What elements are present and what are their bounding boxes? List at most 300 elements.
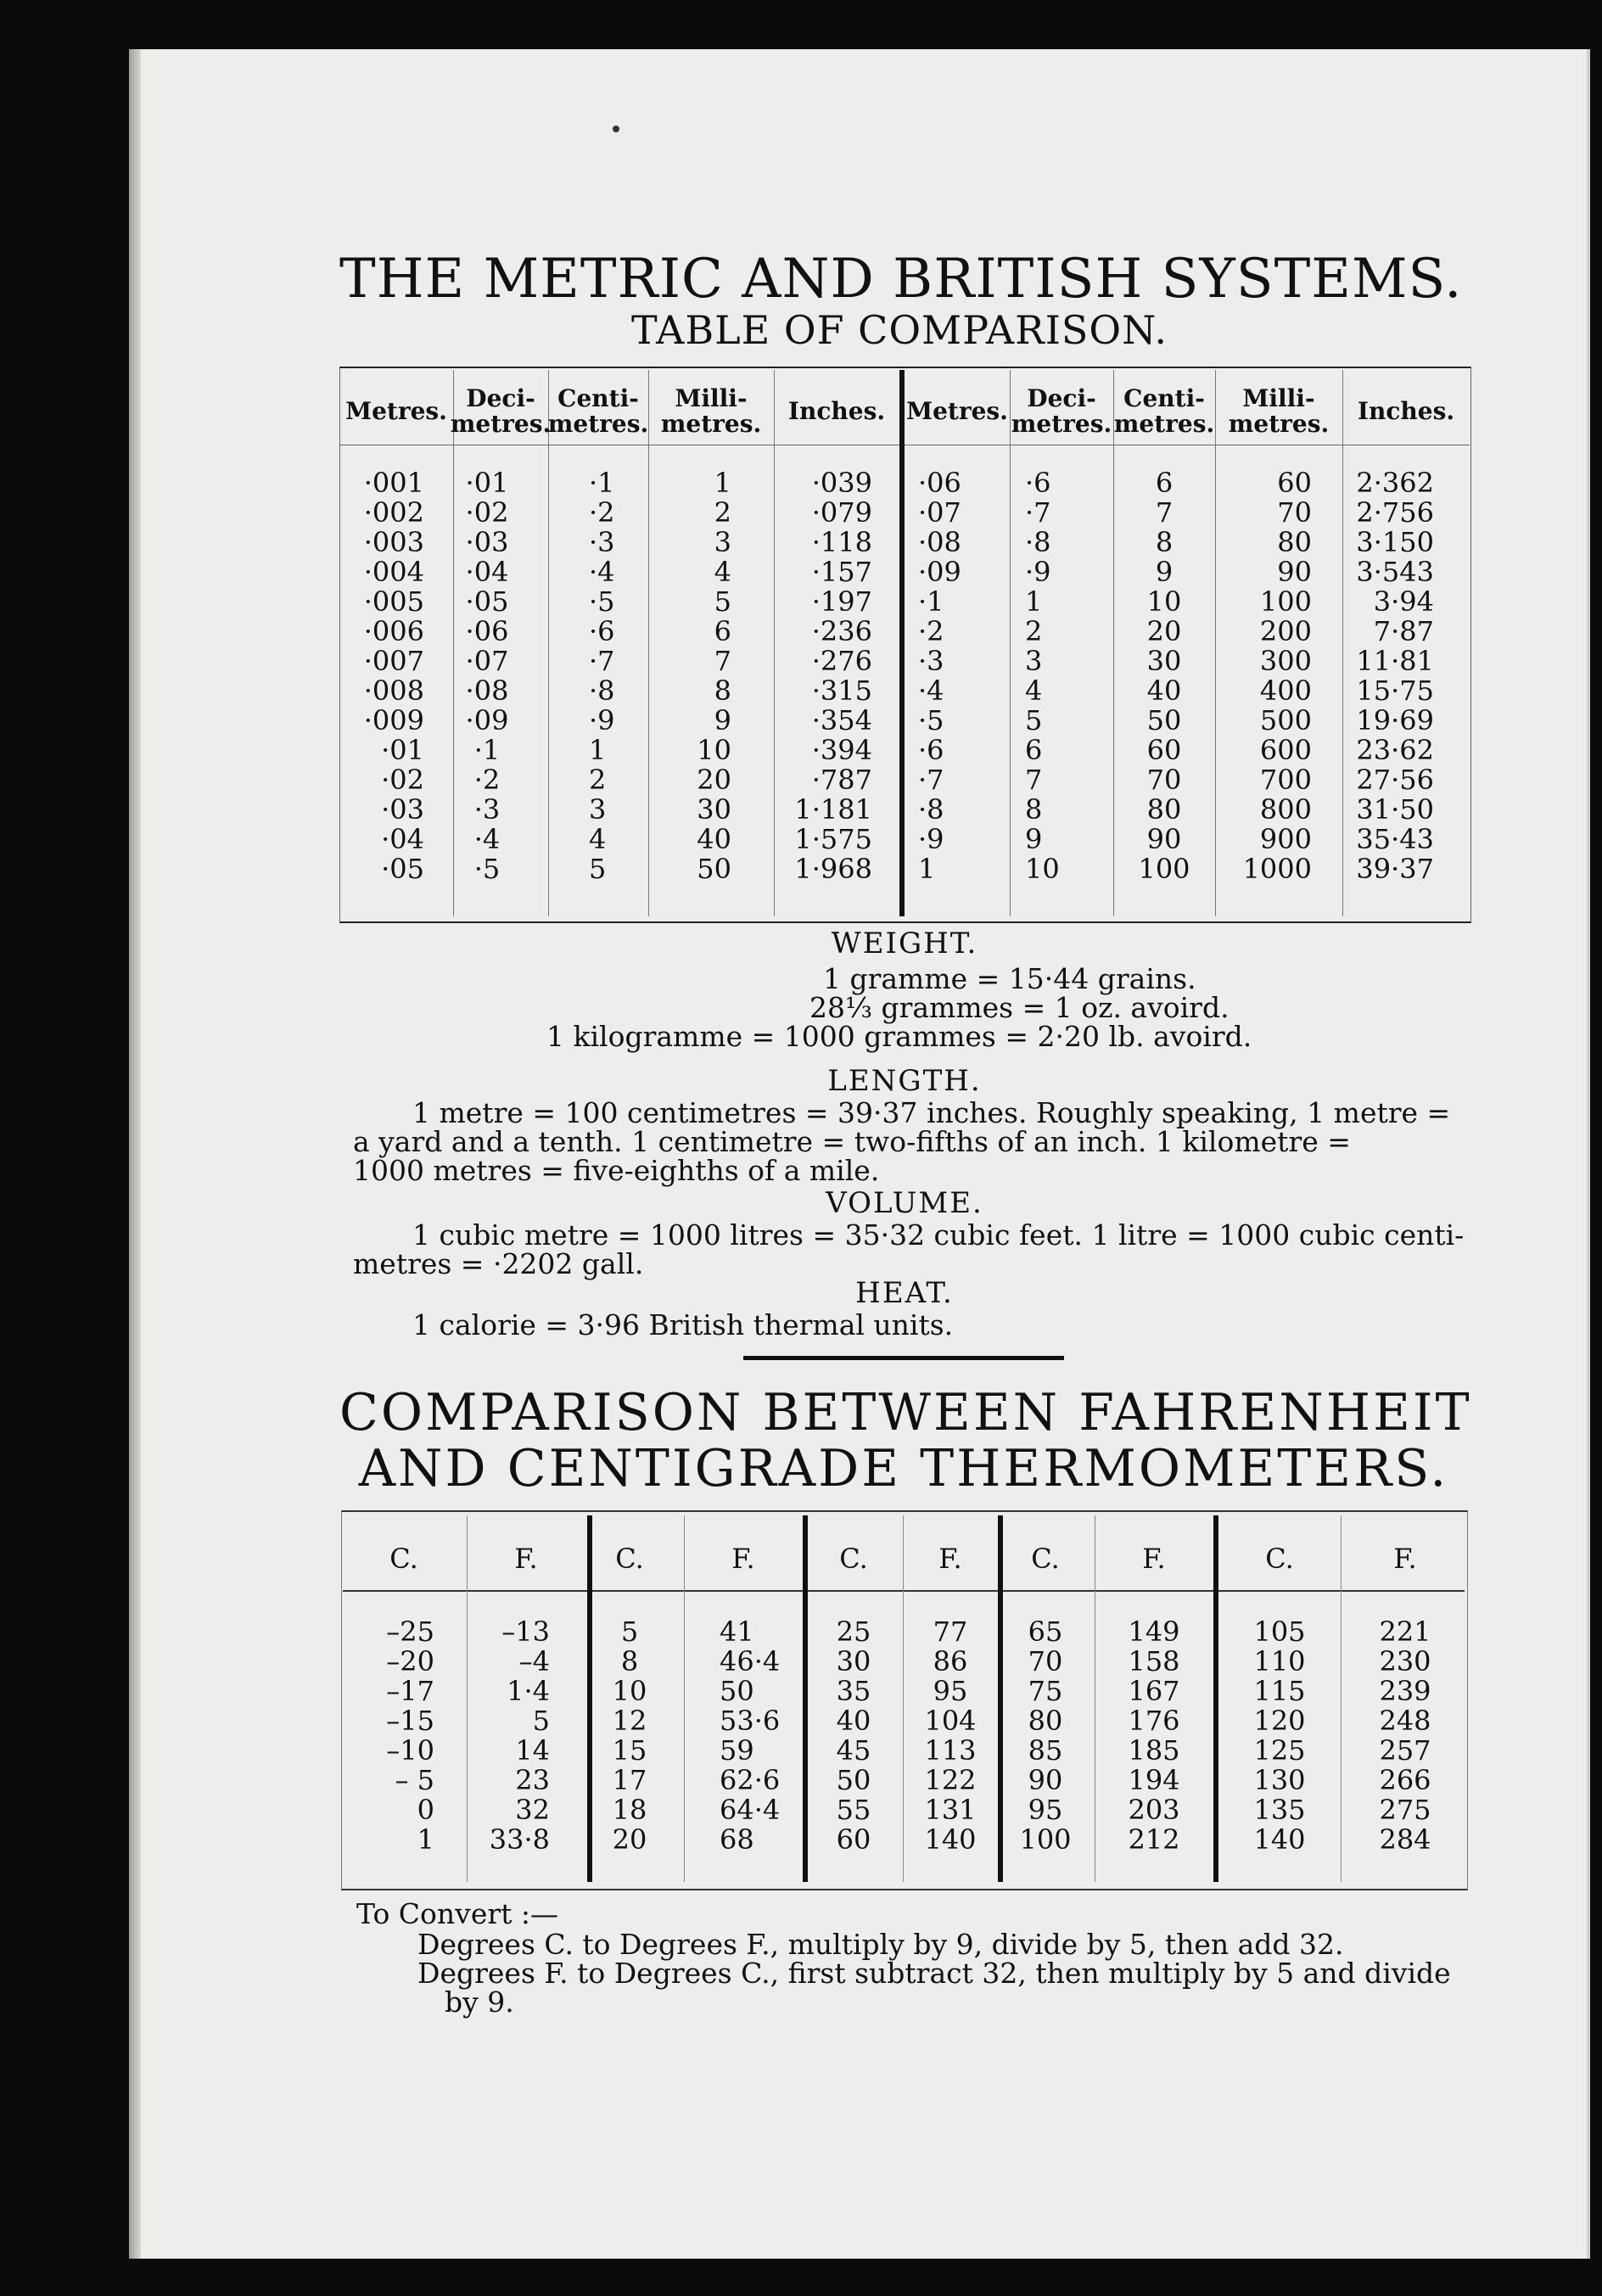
header-decimetres-right-l1: Deci- [1027, 384, 1096, 412]
table-cell: ·276 [811, 645, 872, 677]
page-binding-edge [129, 49, 141, 2259]
table-cell: 4 [589, 823, 607, 855]
table-cell: ·079 [811, 496, 872, 529]
table-cell: 10 [1025, 853, 1060, 885]
table-cell: 1·181 [794, 793, 872, 826]
table-cell: ·1 [918, 585, 944, 618]
table-cell: ·118 [811, 526, 872, 558]
header-celsius: C. [389, 1543, 418, 1575]
table-cell: ·07 [465, 645, 509, 677]
col-centimetres-left [589, 468, 640, 884]
table-cell: 70 [1028, 1645, 1063, 1677]
table-cell: ·007 [363, 645, 424, 677]
table-cell: 3·543 [1356, 556, 1434, 588]
table-cell: ·002 [363, 496, 424, 529]
table-cell: 5 [714, 585, 731, 618]
table-cell: 3 [1025, 645, 1043, 677]
table-cell: 12 [612, 1705, 647, 1737]
volume-heading: VOLUME. [826, 1186, 983, 1220]
temp-col-divider [684, 1515, 685, 1882]
length-line-2: a yard and a tenth. 1 centimetre = two-fifths of an inch. 1 kilometre = [353, 1125, 1351, 1158]
header-celsius: C. [615, 1543, 644, 1575]
table-cell: ·04 [465, 556, 509, 588]
table-cell: ·09 [465, 704, 509, 736]
table-cell: 70 [1277, 496, 1312, 529]
table-cell: 4 [1025, 675, 1043, 707]
table-cell: ·06 [465, 615, 509, 647]
table-cell: 2·756 [1356, 496, 1434, 529]
table-cell: ·4 [473, 823, 501, 855]
table-cell: 10 [612, 1675, 647, 1707]
header-inches-right: Inches. [1357, 397, 1455, 425]
table-cell: ·9 [918, 823, 944, 855]
volume-line-2: metres = ·2202 gall. [353, 1247, 644, 1280]
table-cell: 50 [697, 853, 731, 885]
table-cell: 8 [714, 675, 731, 707]
table-cell: 6 [1025, 734, 1043, 766]
table-cell: 39·37 [1356, 853, 1434, 885]
table-cell: 104 [924, 1705, 977, 1737]
col-decimetres-right [1025, 468, 1106, 884]
table-cell: ·5 [589, 585, 615, 618]
table-cell: ·3 [918, 645, 944, 677]
table-cell: 20 [697, 764, 731, 796]
fahrenheit-column [1363, 1617, 1448, 1855]
table-cell: 80 [1028, 1705, 1063, 1737]
metric-col-divider [1010, 370, 1011, 916]
temp-col-divider [467, 1515, 468, 1882]
table-cell: ·09 [918, 556, 961, 588]
table-cell: 8 [620, 1645, 639, 1677]
table-cell: 90 [1146, 823, 1182, 855]
table-cell: ·03 [381, 793, 424, 826]
table-cell: 7 [1155, 496, 1173, 529]
table-cell: 5 [1025, 704, 1043, 736]
table-cell: ·08 [465, 675, 509, 707]
table-cell: 1 [1025, 585, 1043, 618]
page-title: THE METRIC AND BRITISH SYSTEMS. [339, 248, 1463, 311]
page-subtitle: TABLE OF COMPARISON. [630, 307, 1168, 353]
temp-center-divider [803, 1515, 808, 1882]
table-cell: 60 [1277, 467, 1312, 499]
header-decimetres-l2: metres. [450, 410, 552, 438]
header-decimetres [450, 378, 552, 445]
celsius-column [356, 1617, 434, 1855]
table-cell: ·236 [811, 615, 872, 647]
table-cell: ·6 [918, 734, 944, 766]
table-cell: 110 [1253, 1645, 1306, 1677]
heat-heading: HEAT. [855, 1276, 954, 1310]
table-cell: 5 [532, 1705, 550, 1737]
table-cell: ·006 [363, 615, 424, 647]
table-cell: 23 [515, 1764, 550, 1796]
table-cell: –25 [386, 1616, 434, 1648]
table-cell: ·6 [1025, 467, 1051, 499]
table-cell: ·04 [381, 823, 424, 855]
fahrenheit-column [472, 1617, 550, 1855]
header-celsius: C. [1265, 1543, 1294, 1575]
table-cell: 50 [836, 1764, 871, 1796]
header-fahrenheit: F. [938, 1543, 962, 1575]
table-cell: 100 [1019, 1823, 1072, 1856]
table-cell: ·8 [918, 793, 944, 826]
table-cell: 5 [620, 1616, 639, 1648]
table-cell: 200 [1259, 615, 1312, 647]
table-cell: ·08 [918, 526, 961, 558]
table-cell: 5 [589, 853, 607, 885]
fahrenheit-column [1112, 1617, 1196, 1855]
metric-col-divider [648, 370, 649, 916]
table-cell: 17 [612, 1764, 647, 1796]
table-cell: ·039 [811, 467, 872, 499]
table-cell: 3·94 [1373, 585, 1434, 618]
header-decimetres-right-l2: metres. [1011, 410, 1112, 438]
table-cell: –13 [501, 1616, 550, 1648]
table-cell: 6 [1155, 467, 1173, 499]
volume-line-1: 1 cubic metre = 1000 litres = 35·32 cubic feet. 1 litre = 1000 cubic centi- [412, 1218, 1465, 1252]
table-cell: ·4 [918, 675, 944, 707]
table-cell: –17 [386, 1675, 434, 1707]
table-cell: 300 [1259, 645, 1312, 677]
col-centimetres-right [1113, 468, 1215, 884]
table-cell: –15 [386, 1705, 434, 1737]
convert-line-3: by 9. [445, 1985, 514, 2019]
table-cell: 70 [1146, 764, 1182, 796]
table-cell: 7 [714, 645, 731, 677]
header-millimetres-right [1215, 378, 1342, 445]
table-cell: 284 [1379, 1823, 1431, 1856]
table-cell: ·05 [381, 853, 424, 885]
header-celsius: C. [1031, 1543, 1060, 1575]
length-line-1: 1 metre = 100 centimetres = 39·37 inches. Roughly speaking, 1 metre = [412, 1096, 1451, 1129]
table-cell: 80 [1146, 793, 1182, 826]
header-centimetres-right-l2: metres. [1113, 410, 1215, 438]
weight-heading: WEIGHT. [831, 927, 978, 960]
table-cell: 221 [1379, 1616, 1431, 1648]
table-cell: 3 [589, 793, 607, 826]
table-cell: 20 [1146, 615, 1182, 647]
length-heading: LENGTH. [827, 1064, 982, 1098]
table-cell: 86 [933, 1645, 968, 1677]
header-centimetres-right-l1: Centi- [1123, 384, 1205, 412]
convert-line-1: Degrees C. to Degrees F., multiply by 9, divide by 5, then add 32. [417, 1928, 1344, 1961]
table-cell: 20 [612, 1823, 647, 1856]
fahrenheit-column [720, 1617, 796, 1855]
table-cell: 149 [1128, 1616, 1180, 1648]
table-cell: 2·362 [1356, 467, 1434, 499]
table-cell: 2 [1025, 615, 1043, 647]
table-cell: 239 [1379, 1675, 1431, 1707]
table-cell: ·008 [363, 675, 424, 707]
table-cell: ·009 [363, 704, 424, 736]
table-cell: ·315 [811, 675, 872, 707]
table-cell: ·03 [465, 526, 509, 558]
celsius-column [1237, 1617, 1322, 1855]
table-cell: 68 [720, 1823, 754, 1856]
table-cell: ·9 [1025, 556, 1051, 588]
temp-center-divider [1213, 1515, 1218, 1882]
table-cell: 35·43 [1356, 823, 1434, 855]
table-cell: 230 [1379, 1645, 1431, 1677]
table-cell: 30 [697, 793, 731, 826]
header-fahrenheit: F. [1393, 1543, 1417, 1575]
table-cell: ·01 [465, 467, 509, 499]
table-cell: ·5 [918, 704, 944, 736]
header-fahrenheit: F. [514, 1543, 538, 1575]
header-fahrenheit: F. [731, 1543, 755, 1575]
table-cell: 33·8 [489, 1823, 550, 1856]
table-cell: 7 [1025, 764, 1043, 796]
table-cell: 1·968 [794, 853, 872, 885]
header-millimetres-right-l2: metres. [1228, 410, 1330, 438]
table-cell: 125 [1253, 1734, 1306, 1767]
table-cell: 30 [836, 1645, 871, 1677]
temperature-header-rule [343, 1590, 1465, 1592]
table-cell: ·01 [381, 734, 424, 766]
table-cell: ·197 [811, 585, 872, 618]
table-cell: 9 [1025, 823, 1043, 855]
table-cell: 46·4 [720, 1645, 781, 1677]
table-cell: 1·575 [794, 823, 872, 855]
header-inches: Inches. [787, 397, 886, 425]
weight-line-3: 1 kilogramme = 1000 grammes = 2·20 lb. avoird. [546, 1020, 1252, 1053]
table-cell: 18 [612, 1794, 647, 1826]
table-cell: 60 [1146, 734, 1182, 766]
table-cell: 41 [720, 1616, 754, 1648]
table-cell: 275 [1379, 1794, 1431, 1826]
header-centimetres-l1: Centi- [557, 384, 639, 412]
table-cell: ·05 [465, 585, 509, 618]
table-cell: 3·150 [1356, 526, 1434, 558]
table-cell: 75 [1028, 1675, 1063, 1707]
table-cell: 45 [836, 1734, 871, 1767]
table-cell: 158 [1128, 1645, 1180, 1677]
table-cell: 266 [1379, 1764, 1431, 1796]
table-cell: 9 [714, 704, 731, 736]
table-cell: ·003 [363, 526, 424, 558]
table-cell: 9 [1155, 556, 1173, 588]
table-cell: ·004 [363, 556, 424, 588]
table-cell: 60 [836, 1823, 871, 1856]
table-cell: ·8 [1025, 526, 1051, 558]
table-cell: 40 [1146, 675, 1182, 707]
table-cell: –10 [386, 1734, 434, 1767]
header-millimetres-right-l1: Milli- [1242, 384, 1315, 412]
table-cell: 65 [1028, 1616, 1063, 1648]
table-cell: 130 [1253, 1764, 1306, 1796]
table-cell: 248 [1379, 1705, 1431, 1737]
table-cell: 23·62 [1356, 734, 1434, 766]
table-cell: 167 [1128, 1675, 1180, 1707]
celsius-column [811, 1617, 896, 1855]
table-cell: 0 [417, 1794, 434, 1826]
table-cell: 40 [836, 1705, 871, 1737]
table-cell: ·3 [473, 793, 501, 826]
header-centimetres-l2: metres. [547, 410, 649, 438]
table-cell: 11·81 [1356, 645, 1434, 677]
table-cell: 27·56 [1356, 764, 1434, 796]
table-cell: 176 [1128, 1705, 1180, 1737]
col-decimetres-left [453, 468, 521, 884]
table-cell: 90 [1277, 556, 1312, 588]
convert-heading: To Convert :— [356, 1897, 558, 1930]
table-cell: 19·69 [1356, 704, 1434, 736]
table-cell: ·354 [811, 704, 872, 736]
weight-line-1: 1 gramme = 15·44 grains. [823, 962, 1196, 995]
table-cell: 120 [1253, 1705, 1306, 1737]
col-inches-right [1342, 468, 1434, 884]
table-cell: ·1 [473, 734, 501, 766]
table-cell: 14 [515, 1734, 550, 1767]
table-cell: 115 [1253, 1675, 1306, 1707]
table-cell: ·02 [381, 764, 424, 796]
table-cell: 113 [924, 1734, 977, 1767]
table-cell: 212 [1128, 1823, 1180, 1856]
length-line-3: 1000 metres = five-eighths of a mile. [353, 1154, 880, 1187]
table-cell: 100 [1259, 585, 1312, 618]
metric-center-divider [899, 370, 905, 916]
header-decimetres-right [1010, 378, 1113, 445]
table-cell: 31·50 [1356, 793, 1434, 826]
table-cell: –20 [386, 1645, 434, 1677]
table-cell: 95 [933, 1675, 968, 1707]
table-cell: 140 [1253, 1823, 1306, 1856]
table-cell: 105 [1253, 1616, 1306, 1648]
table-cell: 185 [1128, 1734, 1180, 1767]
table-cell: 1 [714, 467, 731, 499]
table-cell: 59 [720, 1734, 754, 1767]
header-millimetres-l2: metres. [660, 410, 762, 438]
table-cell: ·2 [918, 615, 944, 647]
section-divider-rule [743, 1356, 1064, 1360]
table-cell: 15·75 [1356, 675, 1434, 707]
table-cell: 30 [1146, 645, 1182, 677]
table-cell: ·3 [589, 526, 615, 558]
table-cell: ·2 [473, 764, 501, 796]
fahrenheit-column [908, 1617, 993, 1855]
header-metres-right: Metres. [906, 397, 1008, 425]
table-cell: ·787 [811, 764, 872, 796]
table-cell: 3 [714, 526, 731, 558]
heat-line-1: 1 calorie = 3·96 British thermal units. [412, 1308, 954, 1341]
table-cell: ·7 [589, 645, 615, 677]
temp-col-divider [1341, 1515, 1342, 1882]
table-cell: 2 [714, 496, 731, 529]
table-cell: ·157 [811, 556, 872, 588]
col-inches-left [774, 468, 872, 884]
col-millimetres-right [1215, 468, 1312, 884]
table-cell: 53·6 [720, 1705, 781, 1737]
header-millimetres-l1: Milli- [675, 384, 748, 412]
table-cell: ·8 [589, 675, 615, 707]
temp-col-divider [903, 1515, 904, 1882]
table-cell: 50 [720, 1675, 754, 1707]
col-millimetres-left [670, 468, 731, 884]
table-cell: ·9 [589, 704, 615, 736]
table-cell: 25 [836, 1616, 871, 1648]
metric-col-divider [548, 370, 549, 916]
table-cell: 1000 [1242, 853, 1312, 885]
col-metres-right [918, 468, 1003, 884]
table-cell: 55 [836, 1794, 871, 1826]
table-cell: 35 [836, 1675, 871, 1707]
table-cell: 64·4 [720, 1794, 781, 1826]
weight-line-2: 28⅓ grammes = 1 oz. avoird. [809, 991, 1230, 1024]
header-metres: Metres. [345, 397, 447, 425]
table-cell: 1 [589, 734, 607, 766]
table-cell: 77 [933, 1616, 968, 1648]
table-cell: 50 [1146, 704, 1182, 736]
ink-speck [613, 126, 619, 132]
table-cell: –4 [518, 1645, 550, 1677]
table-cell: ·7 [1025, 496, 1051, 529]
header-decimetres-l1: Deci- [466, 384, 535, 412]
col-metres-left [339, 468, 424, 884]
table-cell: 203 [1128, 1794, 1180, 1826]
table-cell: 7·87 [1373, 615, 1434, 647]
table-cell: 85 [1028, 1734, 1063, 1767]
table-cell: ·005 [363, 585, 424, 618]
table-cell: 800 [1259, 793, 1312, 826]
header-centimetres [548, 378, 648, 445]
table-cell: – 5 [395, 1764, 434, 1796]
table-cell: ·06 [918, 467, 961, 499]
table-cell: 95 [1028, 1794, 1063, 1826]
table-cell: ·394 [811, 734, 872, 766]
table-cell: 135 [1253, 1794, 1306, 1826]
thermometer-title-line-1: COMPARISON BETWEEN FAHRENHEIT [339, 1383, 1472, 1442]
table-cell: 194 [1128, 1764, 1180, 1796]
table-cell: ·4 [589, 556, 615, 588]
table-cell: 90 [1028, 1764, 1063, 1796]
table-cell: ·001 [363, 467, 424, 499]
header-millimetres [648, 378, 774, 445]
table-cell: 1·4 [507, 1675, 550, 1707]
table-cell: 32 [515, 1794, 550, 1826]
table-cell: 140 [924, 1823, 977, 1856]
table-cell: 400 [1259, 675, 1312, 707]
table-cell: 40 [697, 823, 731, 855]
table-cell: ·07 [918, 496, 961, 529]
header-celsius: C. [839, 1543, 868, 1575]
header-centimetres-right [1113, 378, 1215, 445]
table-cell: 900 [1259, 823, 1312, 855]
table-cell: 62·6 [720, 1764, 781, 1796]
table-cell: 10 [697, 734, 731, 766]
table-cell: 6 [714, 615, 731, 647]
thermometer-title-line-2: AND CENTIGRADE THERMOMETERS. [358, 1439, 1449, 1498]
table-cell: 10 [1146, 585, 1182, 618]
table-cell: ·7 [918, 764, 944, 796]
celsius-column [587, 1617, 672, 1855]
header-fahrenheit: F. [1142, 1543, 1166, 1575]
table-cell: 600 [1259, 734, 1312, 766]
table-cell: ·6 [589, 615, 615, 647]
table-cell: 700 [1259, 764, 1312, 796]
table-cell: 15 [612, 1734, 647, 1767]
table-cell: 1 [918, 853, 936, 885]
table-cell: ·2 [589, 496, 615, 529]
convert-line-2: Degrees F. to Degrees C., first subtract 32, then multiply by 5 and divide [417, 1957, 1451, 1990]
table-cell: 100 [1138, 853, 1190, 885]
table-cell: 4 [714, 556, 731, 588]
table-cell: 500 [1259, 704, 1312, 736]
table-cell: 80 [1277, 526, 1312, 558]
table-cell: 8 [1155, 526, 1173, 558]
table-cell: ·02 [465, 496, 509, 529]
table-cell: 131 [924, 1794, 977, 1826]
table-cell: 8 [1025, 793, 1043, 826]
